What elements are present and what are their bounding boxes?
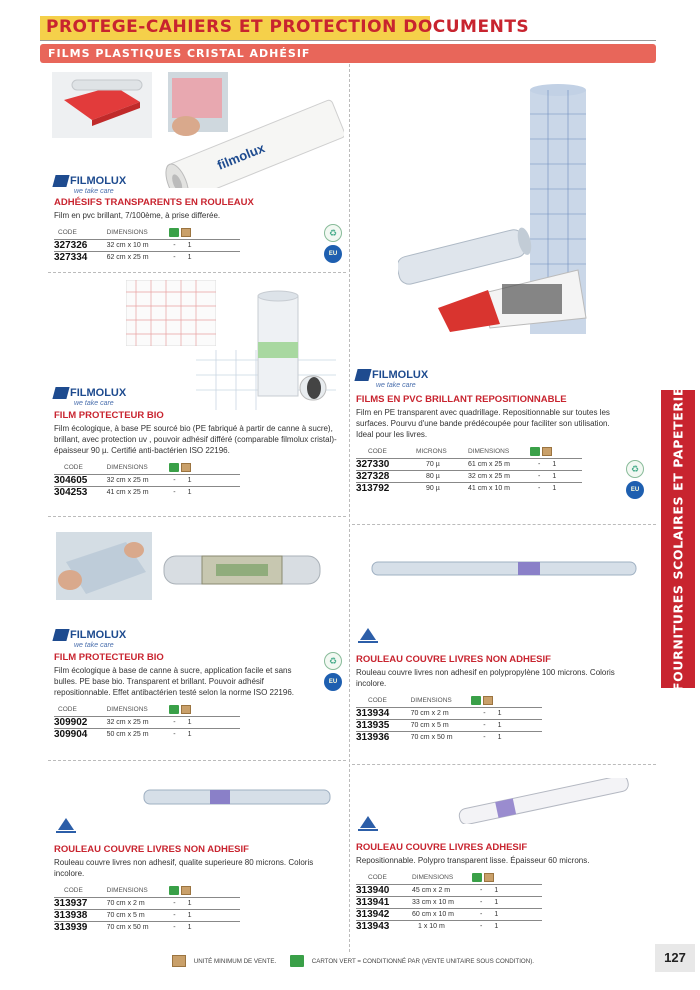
product-title: FILMS EN PVC BRILLANT REPOSITIONNABLE <box>356 394 567 405</box>
footer-unit-legend: UNITÉ MINIMUM DE VENTE. <box>170 955 276 967</box>
product-title: FILM PROTECTEUR BIO <box>54 410 164 421</box>
table-row: 313940 45 cm x 2 m - 1 <box>356 884 542 896</box>
green-carton-icon <box>471 696 481 705</box>
product-couvre-livres-adhesif <box>356 842 646 932</box>
table-row: 327326 32 cm x 10 m - 1 <box>54 239 240 251</box>
product-couvre-livres-non-adhesif-80 <box>54 844 344 933</box>
page-title: PROTEGE-CAHIERS ET PROTECTION DOCUMENTS <box>46 17 530 37</box>
eu-ecolabel-icon: EU <box>324 245 342 263</box>
section-band <box>40 44 656 63</box>
eu-ecolabel-icon: EU <box>324 673 342 691</box>
filmolux-mark-icon <box>52 387 69 399</box>
row-divider <box>48 516 346 517</box>
product-description: Film en pvc brillant, 7/100ème, à prise differée. <box>54 211 221 220</box>
footer-carton-legend: CARTON VERT = CONDITIONNÉ PAR (VENTE UNITAIRE SOUS CONDITION). <box>290 955 534 967</box>
spec-table: CODE DIMENSIONS 313934 70 cm x 2 m - 1 313935 70 cm x 5 m - 1 313936 70 cm x 50 m - 1 <box>356 695 542 743</box>
green-carton-icon <box>169 705 179 714</box>
product-title: FILM PROTECTEUR BIO <box>54 652 164 663</box>
product-adhesifs-rouleaux <box>54 197 344 263</box>
product-title: ROULEAU COUVRE LIVRES NON ADHESIF <box>356 654 551 665</box>
table-row: 313942 60 cm x 10 m - 1 <box>356 908 542 920</box>
row-divider <box>352 764 656 765</box>
table-row: 327328 80 µ 32 cm x 25 m - 1 <box>356 470 582 482</box>
table-row: 309904 50 cm x 25 m - 1 <box>54 728 240 740</box>
brand-mountain-logo <box>56 818 76 836</box>
table-row: 313934 70 cm x 2 m - 1 <box>356 707 542 719</box>
roll-brand-text: filmolux <box>214 140 267 173</box>
table-row: 313935 70 cm x 5 m - 1 <box>356 719 542 731</box>
product-title: ROULEAU COUVRE LIVRES NON ADHESIF <box>54 844 249 855</box>
product-description: Film écologique à base de canne à sucre, application facile et sans bulles. PE base bio. Transparent et brillant. Pouvoir adhésif repositionnable. Effet antibactérien testé selon la norme ISO 22196. <box>54 666 295 697</box>
product-photo-bio-tube <box>160 552 324 588</box>
side-tab-label: FOURNITURES SCOLAIRES ET PAPETERIE <box>670 387 686 691</box>
product-photo-adhesive-roll <box>452 778 636 824</box>
filmolux-mark-icon <box>52 175 69 187</box>
table-row: 309902 32 cm x 25 m - 1 <box>54 716 240 728</box>
table-row: 313939 70 cm x 50 m - 1 <box>54 921 240 933</box>
eco-badges <box>324 224 344 263</box>
row-divider <box>352 524 656 525</box>
carton-box-icon <box>181 228 191 237</box>
table-row: 304605 32 cm x 25 m - 1 <box>54 474 240 486</box>
carton-box-icon <box>181 886 191 895</box>
spec-table: CODE DIMENSIONS 327326 32 cm x 10 m - 1 327334 62 cm x 25 m - 1 <box>54 227 240 263</box>
brand-mountain-logo <box>358 628 378 646</box>
carton-box-icon <box>181 705 191 714</box>
spec-table: CODE DIMENSIONS 309902 32 cm x 25 m - 1 309904 50 cm x 25 m - 1 <box>54 704 240 740</box>
product-photo-hands-applying <box>56 532 152 600</box>
table-row: 313938 70 cm x 5 m - 1 <box>54 909 240 921</box>
filmolux-logo: FILMOLUX we take care <box>54 626 126 649</box>
product-film-protecteur-bio <box>54 410 342 498</box>
product-photo-cover-roll <box>370 558 638 580</box>
carton-box-icon <box>542 447 552 456</box>
table-row: 304253 41 cm x 25 m - 1 <box>54 486 240 498</box>
product-photo-grid-rolls <box>398 84 594 334</box>
product-photo-cover-roll <box>142 786 332 808</box>
section-title: FILMS PLASTIQUES CRISTAL ADHÉSIF <box>48 47 311 60</box>
filmolux-mark-icon <box>52 629 69 641</box>
spec-table: CODE DIMENSIONS 313937 70 cm x 2 m - 1 313938 70 cm x 5 m - 1 313939 70 cm x 50 m - 1 <box>54 885 240 933</box>
product-photo-filmolux-roll <box>158 68 344 188</box>
table-row: 313792 90 µ 41 cm x 10 m - 1 <box>356 482 582 494</box>
recycle-icon: ♻ <box>324 652 342 670</box>
table-row: 313937 70 cm x 2 m - 1 <box>54 897 240 909</box>
carton-box-icon <box>483 696 493 705</box>
product-couvre-livres-non-adhesif-100 <box>356 654 646 743</box>
carton-box-icon <box>172 955 186 967</box>
table-row: 313936 70 cm x 50 m - 1 <box>356 731 542 743</box>
green-carton-icon <box>530 447 540 456</box>
table-row: 327334 62 cm x 25 m - 1 <box>54 251 240 263</box>
page-title-band <box>40 16 530 40</box>
eco-badges <box>626 460 646 499</box>
filmolux-mark-icon <box>354 369 371 381</box>
product-photo-red-cover <box>52 72 152 138</box>
carton-box-icon <box>181 463 191 472</box>
product-description: Rouleau couvre livres non adhesif en polypropylène 100 microns. Coloris incolore. <box>356 668 615 688</box>
filmolux-logo: FILMOLUX we take care <box>54 172 126 195</box>
column-divider <box>349 64 350 952</box>
brand-mountain-logo <box>358 816 378 834</box>
recycle-icon: ♻ <box>626 460 644 478</box>
eu-ecolabel-icon: EU <box>626 481 644 499</box>
eco-badges <box>324 652 344 691</box>
filmolux-logo: FILMOLUX we take care <box>356 366 428 389</box>
spec-table: CODE DIMENSIONS 304605 32 cm x 25 m - 1 304253 41 cm x 25 m - 1 <box>54 462 240 498</box>
row-divider <box>48 760 346 761</box>
green-carton-icon <box>169 886 179 895</box>
table-row: 313943 1 x 10 m - 1 <box>356 920 542 932</box>
carton-box-icon <box>484 873 494 882</box>
product-description: Film en PE transparent avec quadrillage. Repositionnable sur toutes les surfaces. Pourvu d'une bande prédécoupée pour faciliter son utilisation. Ideal pour les livres. <box>356 408 610 439</box>
section-side-tab <box>661 387 695 691</box>
table-row: 313941 33 cm x 10 m - 1 <box>356 896 542 908</box>
filmolux-logo: FILMOLUX we take care <box>54 384 126 407</box>
green-carton-icon <box>472 873 482 882</box>
product-description: Film écologique, à base PE sourcé bio (PE fabriqué à partir de canne à sucre), brillant, avec protection uv , pouvoir adhésif différé (comparable filmolux cristal)-épaisseur 90 µ. Certifié anti-bactérien ISO 22196. <box>54 424 337 455</box>
green-carton-icon <box>169 228 179 237</box>
page-number: 127 <box>655 944 695 972</box>
green-carton-icon <box>169 463 179 472</box>
product-description: Repositionnable. Polypro transparent lisse. Épaisseur 60 microns. <box>356 856 590 865</box>
product-films-pvc-repositionnable <box>356 394 610 494</box>
recycle-icon: ♻ <box>324 224 342 242</box>
product-film-protecteur-bio-2 <box>54 652 316 740</box>
title-rule <box>40 40 656 41</box>
row-divider <box>48 272 346 273</box>
spec-table: CODE DIMENSIONS 313940 45 cm x 2 m - 1 313941 33 cm x 10 m - 1 313942 60 cm x 10 m - 1 313943 1 x 10 m - 1 <box>356 872 542 932</box>
green-carton-icon <box>290 955 304 967</box>
product-title: ROULEAU COUVRE LIVRES ADHESIF <box>356 842 528 853</box>
product-photo-bio-roll <box>196 290 336 410</box>
spec-table: CODE MICRONS DIMENSIONS 327330 70 µ 61 cm x 25 m - 1 327328 80 µ 32 cm x 25 m - 1 313792 90 µ 41 cm x 10 m - 1 <box>356 446 582 494</box>
product-description: Rouleau couvre livres non adhesif, qualite superieure 80 microns. Coloris incolore. <box>54 858 314 878</box>
product-title: ADHÉSIFS TRANSPARENTS EN ROULEAUX <box>54 197 254 208</box>
table-row: 327330 70 µ 61 cm x 25 m - 1 <box>356 458 582 470</box>
